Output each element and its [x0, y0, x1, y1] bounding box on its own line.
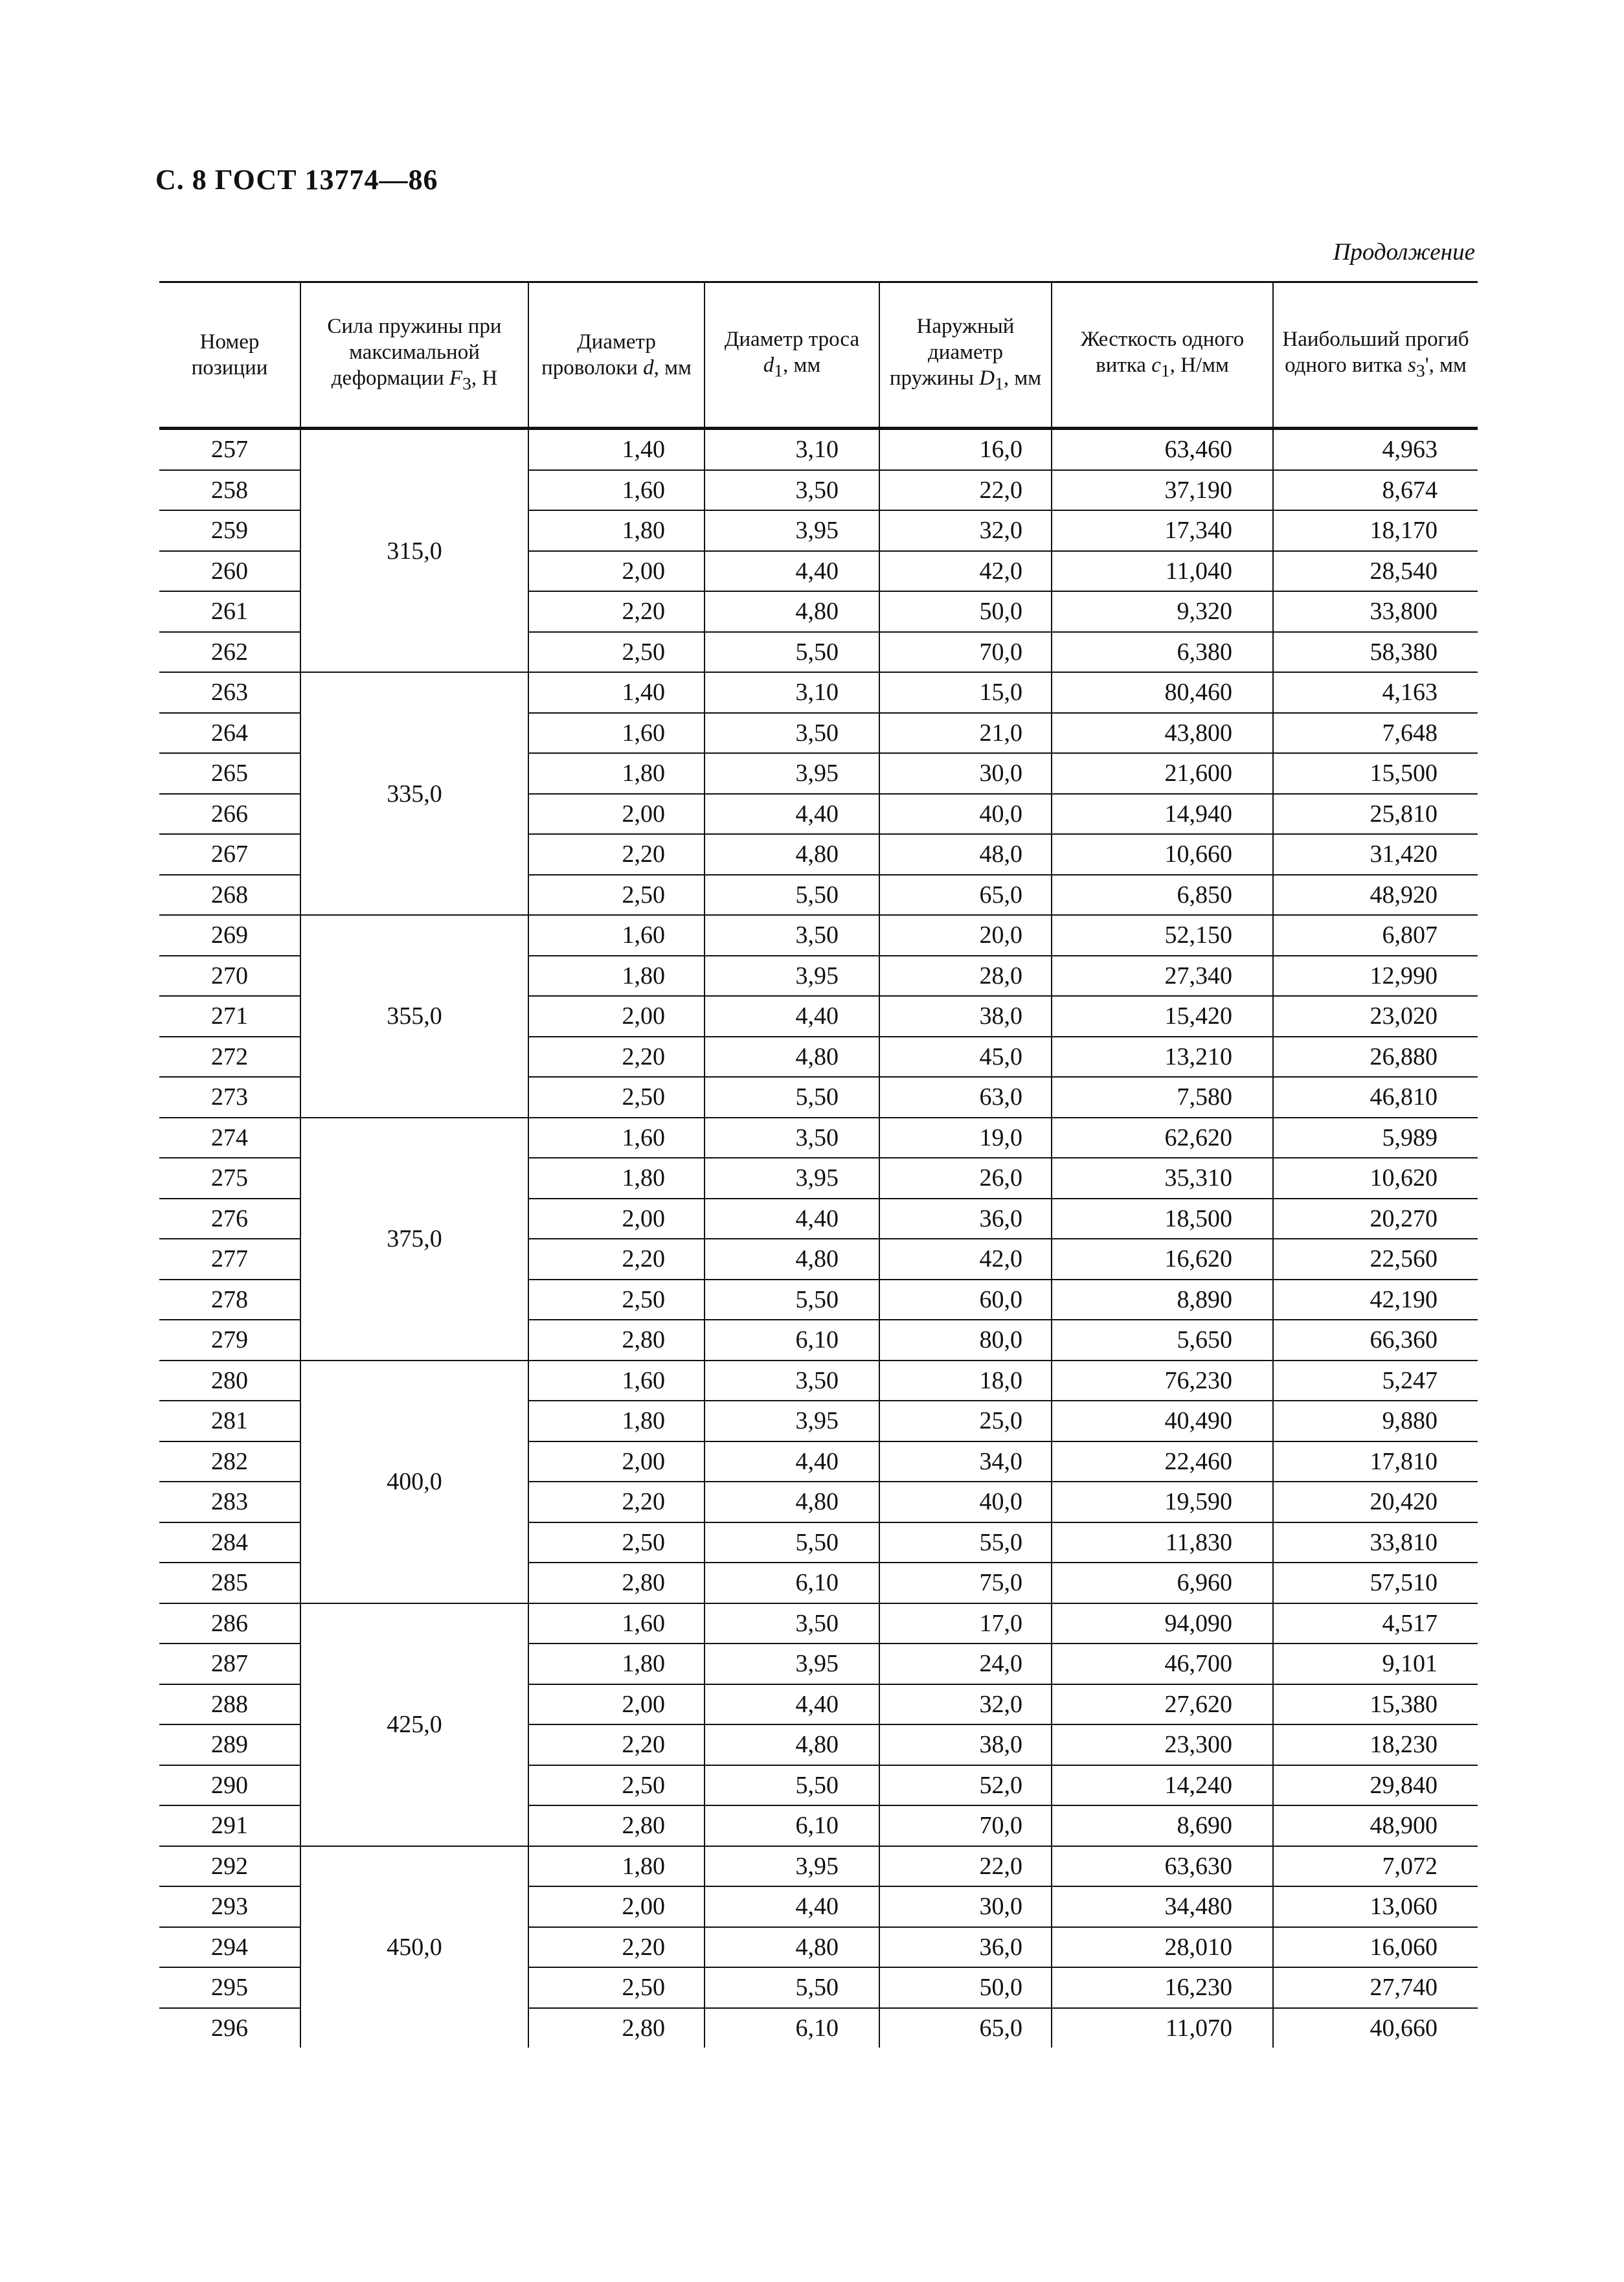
force-cell: 400,0 [300, 1361, 528, 1603]
rope-diameter-cell: 4,80 [705, 1239, 879, 1280]
col-header-wire-diameter: Диаметр проволоки d, мм [528, 282, 705, 429]
rope-diameter-cell: 5,50 [705, 632, 879, 673]
deflection-cell: 48,900 [1273, 1805, 1478, 1846]
rope-diameter-cell: 4,80 [705, 1927, 879, 1968]
col-header-deflection: Наибольший прогиб одного витка $s_3'$, мм [1273, 282, 1478, 429]
stiffness-cell: 35,310 [1052, 1158, 1273, 1199]
outer-diameter-cell: 15,0 [879, 672, 1052, 713]
outer-diameter-cell: 60,0 [879, 1280, 1052, 1320]
deflection-cell: 6,807 [1273, 915, 1478, 956]
rope-diameter-cell: 3,50 [705, 1603, 879, 1644]
stiffness-cell: 94,090 [1052, 1603, 1273, 1644]
table-row [159, 1846, 1478, 1887]
wire-diameter-cell: 2,50 [528, 632, 705, 673]
wire-diameter-cell: 1,40 [528, 429, 705, 470]
wire-diameter-cell: 2,20 [528, 1037, 705, 1078]
stiffness-cell: 8,890 [1052, 1280, 1273, 1320]
wire-diameter-cell: 1,60 [528, 1118, 705, 1158]
rope-diameter-cell: 4,80 [705, 1724, 879, 1765]
position-cell: 268 [159, 875, 300, 916]
outer-diameter-cell: 63,0 [879, 1077, 1052, 1118]
deflection-cell: 9,880 [1273, 1401, 1478, 1441]
rope-diameter-cell: 3,50 [705, 915, 879, 956]
position-cell: 294 [159, 1927, 300, 1968]
rope-diameter-cell: 4,40 [705, 1886, 879, 1927]
outer-diameter-cell: 42,0 [879, 1239, 1052, 1280]
rope-diameter-cell: 3,50 [705, 713, 879, 754]
wire-diameter-cell: 2,50 [528, 1280, 705, 1320]
position-cell: 280 [159, 1361, 300, 1401]
stiffness-cell: 7,580 [1052, 1077, 1273, 1118]
wire-diameter-cell: 2,50 [528, 875, 705, 916]
stiffness-cell: 52,150 [1052, 915, 1273, 956]
deflection-cell: 27,740 [1273, 1967, 1478, 2008]
wire-diameter-cell: 2,50 [528, 1765, 705, 1806]
stiffness-cell: 18,500 [1052, 1199, 1273, 1239]
stiffness-cell: 37,190 [1052, 470, 1273, 511]
position-cell: 274 [159, 1118, 300, 1158]
col-header-outer-diameter: Наружный диаметр пружины $D_1$, мм [879, 282, 1052, 429]
deflection-cell: 9,101 [1273, 1644, 1478, 1684]
wire-diameter-cell: 1,80 [528, 1846, 705, 1887]
wire-diameter-cell: 2,00 [528, 551, 705, 592]
position-cell: 288 [159, 1684, 300, 1725]
rope-diameter-cell: 3,10 [705, 429, 879, 470]
rope-diameter-cell: 6,10 [705, 1563, 879, 1603]
outer-diameter-cell: 34,0 [879, 1441, 1052, 1482]
deflection-cell: 12,990 [1273, 956, 1478, 997]
position-cell: 265 [159, 753, 300, 794]
rope-diameter-cell: 6,10 [705, 2008, 879, 2048]
position-cell: 282 [159, 1441, 300, 1482]
position-cell: 279 [159, 1320, 300, 1361]
wire-diameter-cell: 2,20 [528, 591, 705, 632]
deflection-cell: 20,420 [1273, 1482, 1478, 1522]
deflection-cell: 26,880 [1273, 1037, 1478, 1078]
stiffness-cell: 43,800 [1052, 713, 1273, 754]
position-cell: 271 [159, 996, 300, 1037]
rope-diameter-cell: 3,95 [705, 1846, 879, 1887]
page-header: С. 8 ГОСТ 13774—86 [155, 164, 438, 196]
table-row [159, 672, 1478, 713]
deflection-cell: 22,560 [1273, 1239, 1478, 1280]
stiffness-cell: 8,690 [1052, 1805, 1273, 1846]
rope-diameter-cell: 4,40 [705, 1684, 879, 1725]
deflection-cell: 48,920 [1273, 875, 1478, 916]
wire-diameter-cell: 2,80 [528, 2008, 705, 2048]
stiffness-cell: 34,480 [1052, 1886, 1273, 1927]
wire-diameter-cell: 2,50 [528, 1522, 705, 1563]
outer-diameter-cell: 65,0 [879, 875, 1052, 916]
wire-diameter-cell: 2,50 [528, 1967, 705, 2008]
stiffness-cell: 22,460 [1052, 1441, 1273, 1482]
position-cell: 291 [159, 1805, 300, 1846]
outer-diameter-cell: 75,0 [879, 1563, 1052, 1603]
stiffness-cell: 23,300 [1052, 1724, 1273, 1765]
stiffness-cell: 6,850 [1052, 875, 1273, 916]
force-cell: 375,0 [300, 1118, 528, 1361]
rope-diameter-cell: 3,95 [705, 1401, 879, 1441]
continuation-label: Продолжение [1333, 239, 1475, 265]
position-cell: 290 [159, 1765, 300, 1806]
wire-diameter-cell: 2,00 [528, 1199, 705, 1239]
table-row [159, 1603, 1478, 1644]
outer-diameter-cell: 30,0 [879, 1886, 1052, 1927]
wire-diameter-cell: 2,00 [528, 794, 705, 835]
deflection-cell: 5,989 [1273, 1118, 1478, 1158]
rope-diameter-cell: 5,50 [705, 1522, 879, 1563]
wire-diameter-cell: 1,80 [528, 1401, 705, 1441]
position-cell: 262 [159, 632, 300, 673]
stiffness-cell: 19,590 [1052, 1482, 1273, 1522]
outer-diameter-cell: 20,0 [879, 915, 1052, 956]
stiffness-cell: 11,040 [1052, 551, 1273, 592]
outer-diameter-cell: 22,0 [879, 1846, 1052, 1887]
wire-diameter-cell: 1,60 [528, 713, 705, 754]
deflection-cell: 15,500 [1273, 753, 1478, 794]
table-header-row [159, 282, 1478, 429]
deflection-cell: 4,163 [1273, 672, 1478, 713]
wire-diameter-cell: 1,40 [528, 672, 705, 713]
stiffness-cell: 76,230 [1052, 1361, 1273, 1401]
position-cell: 272 [159, 1037, 300, 1078]
stiffness-cell: 17,340 [1052, 510, 1273, 551]
rope-diameter-cell: 4,40 [705, 551, 879, 592]
wire-diameter-cell: 1,60 [528, 1603, 705, 1644]
rope-diameter-cell: 3,95 [705, 510, 879, 551]
position-cell: 286 [159, 1603, 300, 1644]
stiffness-cell: 40,490 [1052, 1401, 1273, 1441]
deflection-cell: 10,620 [1273, 1158, 1478, 1199]
wire-diameter-cell: 2,80 [528, 1563, 705, 1603]
outer-diameter-cell: 38,0 [879, 996, 1052, 1037]
deflection-cell: 42,190 [1273, 1280, 1478, 1320]
rope-diameter-cell: 3,95 [705, 1158, 879, 1199]
stiffness-cell: 62,620 [1052, 1118, 1273, 1158]
rope-diameter-cell: 3,50 [705, 1361, 879, 1401]
deflection-cell: 46,810 [1273, 1077, 1478, 1118]
rope-diameter-cell: 5,50 [705, 1967, 879, 2008]
position-cell: 287 [159, 1644, 300, 1684]
deflection-cell: 7,648 [1273, 713, 1478, 754]
stiffness-cell: 15,420 [1052, 996, 1273, 1037]
force-cell: 425,0 [300, 1603, 528, 1846]
stiffness-cell: 80,460 [1052, 672, 1273, 713]
rope-diameter-cell: 3,50 [705, 470, 879, 511]
stiffness-cell: 11,830 [1052, 1522, 1273, 1563]
rope-diameter-cell: 4,40 [705, 1441, 879, 1482]
col-header-position: Номер позиции [159, 282, 300, 429]
outer-diameter-cell: 45,0 [879, 1037, 1052, 1078]
deflection-cell: 15,380 [1273, 1684, 1478, 1725]
wire-diameter-cell: 2,00 [528, 996, 705, 1037]
rope-diameter-cell: 6,10 [705, 1805, 879, 1846]
rope-diameter-cell: 5,50 [705, 1280, 879, 1320]
table-body [159, 429, 1478, 2048]
rope-diameter-cell: 4,80 [705, 834, 879, 875]
wire-diameter-cell: 2,20 [528, 1239, 705, 1280]
deflection-cell: 28,540 [1273, 551, 1478, 592]
outer-diameter-cell: 52,0 [879, 1765, 1052, 1806]
deflection-cell: 16,060 [1273, 1927, 1478, 1968]
stiffness-cell: 6,960 [1052, 1563, 1273, 1603]
stiffness-cell: 63,460 [1052, 429, 1273, 470]
wire-diameter-cell: 2,00 [528, 1441, 705, 1482]
outer-diameter-cell: 18,0 [879, 1361, 1052, 1401]
stiffness-cell: 46,700 [1052, 1644, 1273, 1684]
deflection-cell: 66,360 [1273, 1320, 1478, 1361]
wire-diameter-cell: 1,60 [528, 1361, 705, 1401]
wire-diameter-cell: 1,60 [528, 915, 705, 956]
deflection-cell: 57,510 [1273, 1563, 1478, 1603]
table-row [159, 915, 1478, 956]
spring-spec-table [159, 281, 1478, 2048]
outer-diameter-cell: 50,0 [879, 591, 1052, 632]
deflection-cell: 13,060 [1273, 1886, 1478, 1927]
wire-diameter-cell: 2,20 [528, 1724, 705, 1765]
rope-diameter-cell: 3,50 [705, 1118, 879, 1158]
stiffness-cell: 14,240 [1052, 1765, 1273, 1806]
force-cell: 335,0 [300, 672, 528, 915]
table-row [159, 1118, 1478, 1158]
position-cell: 257 [159, 429, 300, 470]
outer-diameter-cell: 40,0 [879, 1482, 1052, 1522]
rope-diameter-cell: 3,95 [705, 956, 879, 997]
outer-diameter-cell: 32,0 [879, 1684, 1052, 1725]
stiffness-cell: 27,620 [1052, 1684, 1273, 1725]
wire-diameter-cell: 1,80 [528, 510, 705, 551]
position-cell: 277 [159, 1239, 300, 1280]
outer-diameter-cell: 21,0 [879, 713, 1052, 754]
wire-diameter-cell: 2,50 [528, 1077, 705, 1118]
deflection-cell: 17,810 [1273, 1441, 1478, 1482]
rope-diameter-cell: 4,80 [705, 1482, 879, 1522]
rope-diameter-cell: 3,10 [705, 672, 879, 713]
position-cell: 293 [159, 1886, 300, 1927]
outer-diameter-cell: 22,0 [879, 470, 1052, 511]
outer-diameter-cell: 42,0 [879, 551, 1052, 592]
position-cell: 266 [159, 794, 300, 835]
position-cell: 285 [159, 1563, 300, 1603]
deflection-cell: 33,810 [1273, 1522, 1478, 1563]
position-cell: 275 [159, 1158, 300, 1199]
deflection-cell: 40,660 [1273, 2008, 1478, 2048]
force-cell: 450,0 [300, 1846, 528, 2048]
stiffness-cell: 27,340 [1052, 956, 1273, 997]
stiffness-cell: 28,010 [1052, 1927, 1273, 1968]
rope-diameter-cell: 6,10 [705, 1320, 879, 1361]
force-cell: 315,0 [300, 429, 528, 673]
outer-diameter-cell: 32,0 [879, 510, 1052, 551]
position-cell: 260 [159, 551, 300, 592]
stiffness-cell: 11,070 [1052, 2008, 1273, 2048]
rope-diameter-cell: 4,40 [705, 996, 879, 1037]
stiffness-cell: 5,650 [1052, 1320, 1273, 1361]
rope-diameter-cell: 4,80 [705, 1037, 879, 1078]
wire-diameter-cell: 2,20 [528, 1927, 705, 1968]
outer-diameter-cell: 17,0 [879, 1603, 1052, 1644]
outer-diameter-cell: 55,0 [879, 1522, 1052, 1563]
wire-diameter-cell: 2,20 [528, 834, 705, 875]
stiffness-cell: 63,630 [1052, 1846, 1273, 1887]
stiffness-cell: 14,940 [1052, 794, 1273, 835]
position-cell: 269 [159, 915, 300, 956]
outer-diameter-cell: 30,0 [879, 753, 1052, 794]
position-cell: 267 [159, 834, 300, 875]
deflection-cell: 58,380 [1273, 632, 1478, 673]
deflection-cell: 29,840 [1273, 1765, 1478, 1806]
position-cell: 296 [211, 2014, 248, 2042]
force-cell: 355,0 [300, 915, 528, 1118]
position-cell: 289 [159, 1724, 300, 1765]
rope-diameter-cell: 4,80 [705, 591, 879, 632]
position-cell: 276 [159, 1199, 300, 1239]
wire-diameter-cell: 2,20 [528, 1482, 705, 1522]
deflection-cell: 31,420 [1273, 834, 1478, 875]
rope-diameter-cell: 5,50 [705, 875, 879, 916]
outer-diameter-cell: 26,0 [879, 1158, 1052, 1199]
wire-diameter-cell: 1,60 [528, 470, 705, 511]
col-header-force: Сила пружины при максимальной деформации $F_3$, Н [300, 282, 528, 429]
position-cell: 264 [159, 713, 300, 754]
outer-diameter-cell: 40,0 [879, 794, 1052, 835]
stiffness-cell: 6,380 [1052, 632, 1273, 673]
wire-diameter-cell: 2,80 [528, 1320, 705, 1361]
outer-diameter-cell: 24,0 [879, 1644, 1052, 1684]
stiffness-cell: 21,600 [1052, 753, 1273, 794]
position-cell: 273 [159, 1077, 300, 1118]
wire-diameter-cell: 1,80 [528, 753, 705, 794]
deflection-cell: 7,072 [1273, 1846, 1478, 1887]
col-header-rope-diameter: Диаметр троса $d_1$, мм [705, 282, 879, 429]
deflection-cell: 5,247 [1273, 1361, 1478, 1401]
position-cell: 278 [159, 1280, 300, 1320]
wire-diameter-cell: 2,00 [528, 1886, 705, 1927]
rope-diameter-cell: 4,40 [705, 1199, 879, 1239]
deflection-cell: 8,674 [1273, 470, 1478, 511]
position-cell: 261 [159, 591, 300, 632]
outer-diameter-cell: 80,0 [879, 1320, 1052, 1361]
position-cell: 281 [159, 1401, 300, 1441]
deflection-cell: 23,020 [1273, 996, 1478, 1037]
deflection-cell: 18,230 [1273, 1724, 1478, 1765]
deflection-cell: 25,810 [1273, 794, 1478, 835]
outer-diameter-cell: 28,0 [879, 956, 1052, 997]
position-cell: 284 [159, 1522, 300, 1563]
stiffness-cell: 16,230 [1052, 1967, 1273, 2008]
col-header-stiffness: Жесткость одного витка $c_1$, Н/мм [1052, 282, 1273, 429]
deflection-cell: 20,270 [1273, 1199, 1478, 1239]
wire-diameter-cell: 1,80 [528, 1644, 705, 1684]
stiffness-cell: 13,210 [1052, 1037, 1273, 1078]
rope-diameter-cell: 4,40 [705, 794, 879, 835]
outer-diameter-cell: 25,0 [879, 1401, 1052, 1441]
table-row [159, 429, 1478, 470]
table-row [159, 1361, 1478, 1401]
position-cell: 263 [159, 672, 300, 713]
outer-diameter-cell: 16,0 [879, 429, 1052, 470]
outer-diameter-cell: 36,0 [879, 1927, 1052, 1968]
deflection-cell: 4,963 [1273, 429, 1478, 470]
rope-diameter-cell: 5,50 [705, 1765, 879, 1806]
position-cell: 283 [159, 1482, 300, 1522]
outer-diameter-cell: 19,0 [879, 1118, 1052, 1158]
stiffness-cell: 10,660 [1052, 834, 1273, 875]
outer-diameter-cell: 70,0 [879, 632, 1052, 673]
rope-diameter-cell: 5,50 [705, 1077, 879, 1118]
wire-diameter-cell: 1,80 [528, 1158, 705, 1199]
outer-diameter-cell: 70,0 [879, 1805, 1052, 1846]
outer-diameter-cell: 50,0 [879, 1967, 1052, 2008]
stiffness-cell: 9,320 [1052, 591, 1273, 632]
outer-diameter-cell: 65,0 [879, 2008, 1052, 2048]
outer-diameter-cell: 48,0 [879, 834, 1052, 875]
position-cell: 259 [159, 510, 300, 551]
wire-diameter-cell: 2,00 [528, 1684, 705, 1725]
rope-diameter-cell: 3,95 [705, 1644, 879, 1684]
position-cell: 295 [159, 1967, 300, 2008]
wire-diameter-cell: 2,80 [528, 1805, 705, 1846]
position-cell: 258 [159, 470, 300, 511]
outer-diameter-cell: 36,0 [879, 1199, 1052, 1239]
deflection-cell: 33,800 [1273, 591, 1478, 632]
position-cell: 292 [159, 1846, 300, 1887]
position-cell: 270 [159, 956, 300, 997]
outer-diameter-cell: 38,0 [879, 1724, 1052, 1765]
deflection-cell: 4,517 [1273, 1603, 1478, 1644]
stiffness-cell: 16,620 [1052, 1239, 1273, 1280]
wire-diameter-cell: 1,80 [528, 956, 705, 997]
deflection-cell: 18,170 [1273, 510, 1478, 551]
rope-diameter-cell: 3,95 [705, 753, 879, 794]
